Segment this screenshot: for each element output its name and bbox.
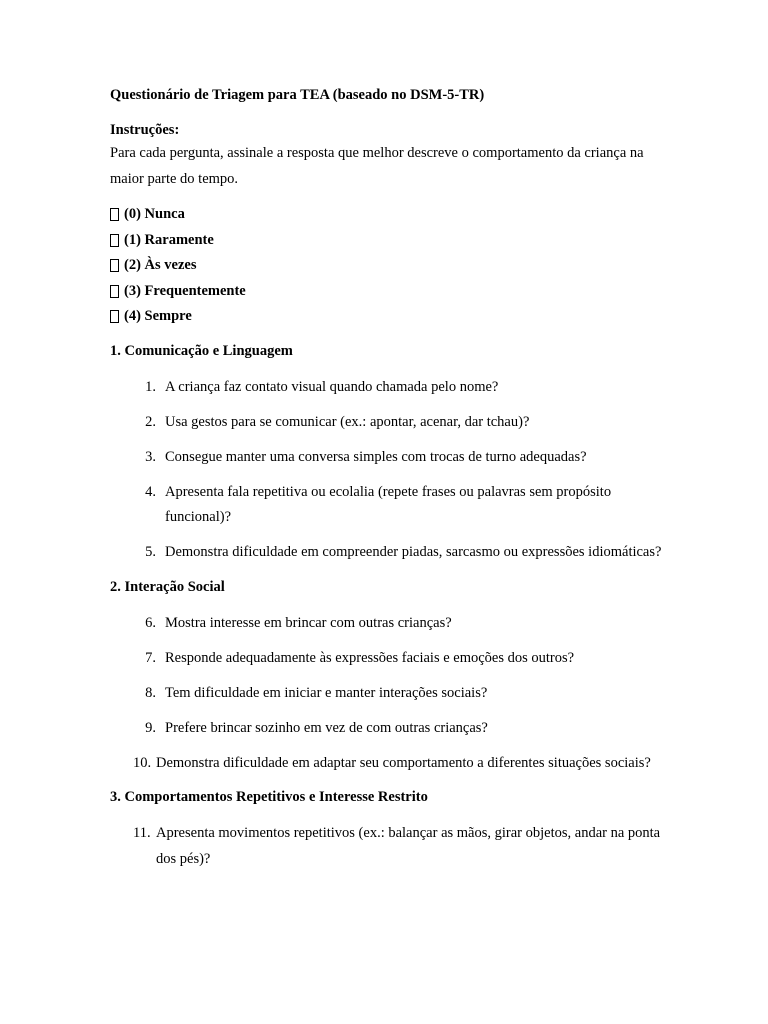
option-label: (0) Nunca [124,206,185,222]
question-text [156,821,670,872]
question-list [110,375,670,566]
question-text-content: Mostra interesse em brincar com outras crianças? [165,614,452,631]
question-item [110,540,670,566]
option-label: (2) Às vezes [124,257,197,273]
question-number: 5. [145,544,156,560]
option-label: (4) Sempre [124,308,192,324]
section-heading: 3. Comportamentos Repetitivos e Interesse Restrito [110,789,428,805]
question-text-content: Tem dificuldade em iniciar e manter interações sociais? [165,684,488,701]
checkbox-icon[interactable] [110,259,119,272]
question-text-content: Demonstra dificuldade em adaptar seu comportamento a diferentes situações sociais? [156,754,651,771]
question-item [110,821,670,872]
document-body [110,84,670,882]
document-title: Questionário de Triagem para TEA (baseado no DSM-5-TR) [110,87,485,103]
checkbox-icon[interactable] [110,285,119,298]
question-text-content: A criança faz contato visual quando chamada pelo nome? [165,378,499,395]
question-text [156,540,670,566]
question-item [110,375,670,401]
question-number: 9. [145,719,156,736]
question-item [110,751,670,777]
question-item [110,716,670,742]
option-1[interactable] [110,228,670,254]
question-number: 8. [145,684,156,701]
answer-options [110,202,670,330]
question-number: 10. [133,754,152,771]
question-text-content: Demonstra dificuldade em compreender piadas, sarcasmo ou expressões idiomáticas? [165,544,662,560]
question-number: 6. [145,614,156,631]
checkbox-icon[interactable] [110,234,119,247]
question-number: 7. [145,649,156,666]
question-number: 1. [145,378,156,395]
question-text [156,480,670,531]
question-text [156,681,670,707]
question-text [156,445,670,471]
instructions-text: Para cada pergunta, assinale a resposta que melhor descreve o comportamento da criança na maior parte do tempo. [110,145,644,187]
option-4[interactable] [110,304,670,330]
question-text-content: Apresenta movimentos repetitivos (ex.: balançar as mãos, girar objetos, andar na ponta dos pés)? [156,825,661,867]
instructions-label: Instruções: [110,122,180,138]
question-number: 4. [145,483,156,500]
section-heading: 2. Interação Social [110,578,225,595]
option-2[interactable] [110,253,670,279]
question-number: 3. [145,448,156,465]
question-text-content: Consegue manter uma conversa simples com trocas de turno adequadas? [165,448,587,465]
question-text-content: Usa gestos para se comunicar (ex.: apontar, acenar, dar tchau)? [165,413,530,430]
question-text-content: Prefere brincar sozinho em vez de com outras crianças? [165,719,488,736]
checkbox-icon[interactable] [110,310,119,323]
question-item [110,681,670,707]
question-list [110,611,670,777]
option-3[interactable] [110,279,670,305]
question-item [110,410,670,436]
question-item [110,611,670,637]
question-text [156,716,670,742]
question-list [110,821,670,872]
question-item [110,646,670,672]
section-heading: 1. Comunicação e Linguagem [110,342,293,359]
option-label: (3) Frequentemente [124,282,246,299]
question-text [156,410,670,436]
option-0[interactable] [110,202,670,228]
question-number: 11. [133,825,151,841]
question-text-content: Responde adequadamente às expressões faciais e emoções dos outros? [165,649,575,666]
question-text [156,375,670,401]
question-item [110,480,670,531]
question-text [156,646,670,672]
question-text [156,611,670,637]
checkbox-icon[interactable] [110,208,119,221]
question-text-content: Apresenta fala repetitiva ou ecolalia (repete frases ou palavras sem propósito funcional)? [165,483,612,525]
option-label: (1) Raramente [124,231,214,248]
question-item [110,445,670,471]
question-text [156,751,670,777]
question-number: 2. [145,413,156,430]
